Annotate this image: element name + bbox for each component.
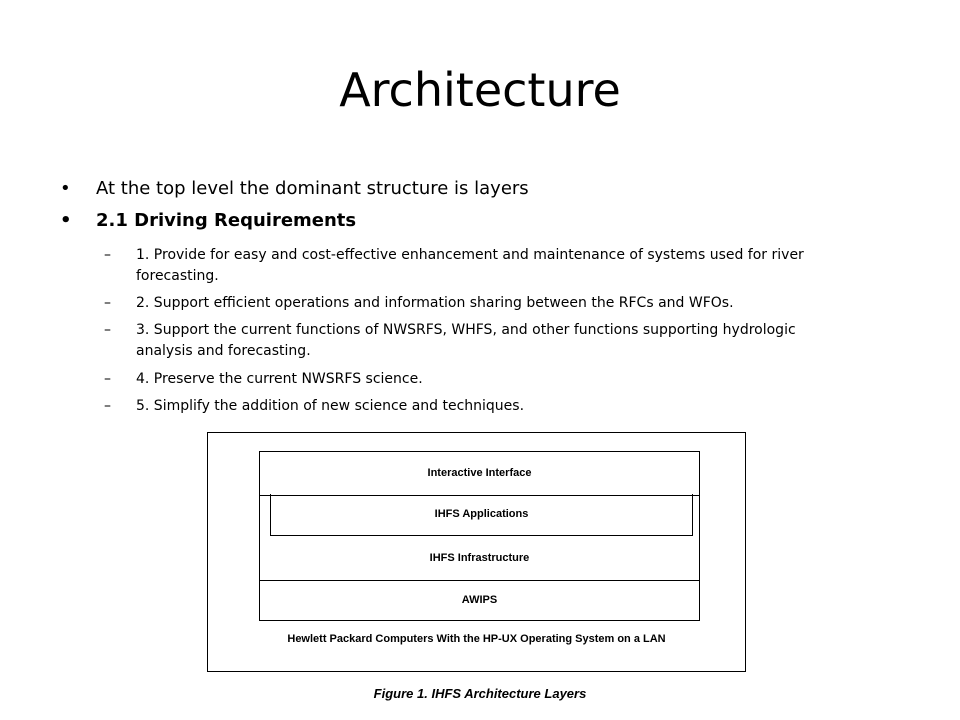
sub-bullet-item: [104, 245, 856, 287]
sub-bullet-text: 4. Preserve the current NWSRFS science.: [136, 371, 423, 387]
layer-ihfs-infrastructure: IHFS Infrastructure: [260, 536, 699, 581]
sub-bullet-marker: –: [104, 398, 111, 414]
sub-bullet-item: [104, 320, 856, 362]
layer-base-hardware: Hewlett Packard Computers With the HP-UX Operating System on a LAN: [287, 633, 666, 645]
bullet-text: 2.1 Driving Requirements: [96, 210, 357, 231]
sub-bullet-text: 5. Simplify the addition of new science and techniques.: [136, 398, 525, 414]
bullet-item: [60, 178, 529, 200]
architecture-figure: [207, 432, 746, 672]
bullet-item: [60, 210, 357, 232]
sub-bullet-marker: –: [104, 247, 111, 263]
layer-interactive-interface: Interactive Interface: [260, 452, 699, 496]
layer-ihfs-applications: IHFS Applications: [270, 494, 693, 536]
sub-bullet-item: [104, 396, 856, 417]
bullet-marker: •: [60, 178, 71, 199]
sub-bullet-text: 3. Support the current functions of NWSRFS, WHFS, and other functions supporting hydrologic analysis and forecasting.: [136, 322, 796, 359]
figure-caption: Figure 1. IHFS Architecture Layers: [373, 686, 587, 701]
slide-title: Architecture: [339, 63, 621, 117]
sub-bullet-text: 2. Support efficient operations and information sharing between the RFCs and WFOs.: [136, 295, 734, 311]
bullet-marker: •: [60, 210, 72, 231]
sub-bullet-marker: –: [104, 295, 111, 311]
sub-bullet-item: [104, 293, 856, 314]
bullet-text: At the top level the dominant structure is layers: [96, 178, 529, 199]
sub-bullet-text: 1. Provide for easy and cost-effective enhancement and maintenance of systems used for river forecasting.: [136, 247, 804, 284]
sub-bullet-marker: –: [104, 322, 111, 338]
layer-awips: AWIPS: [461, 594, 498, 606]
layer-stack: [259, 451, 700, 621]
sub-bullet-marker: –: [104, 371, 111, 387]
sub-bullet-item: [104, 369, 856, 390]
